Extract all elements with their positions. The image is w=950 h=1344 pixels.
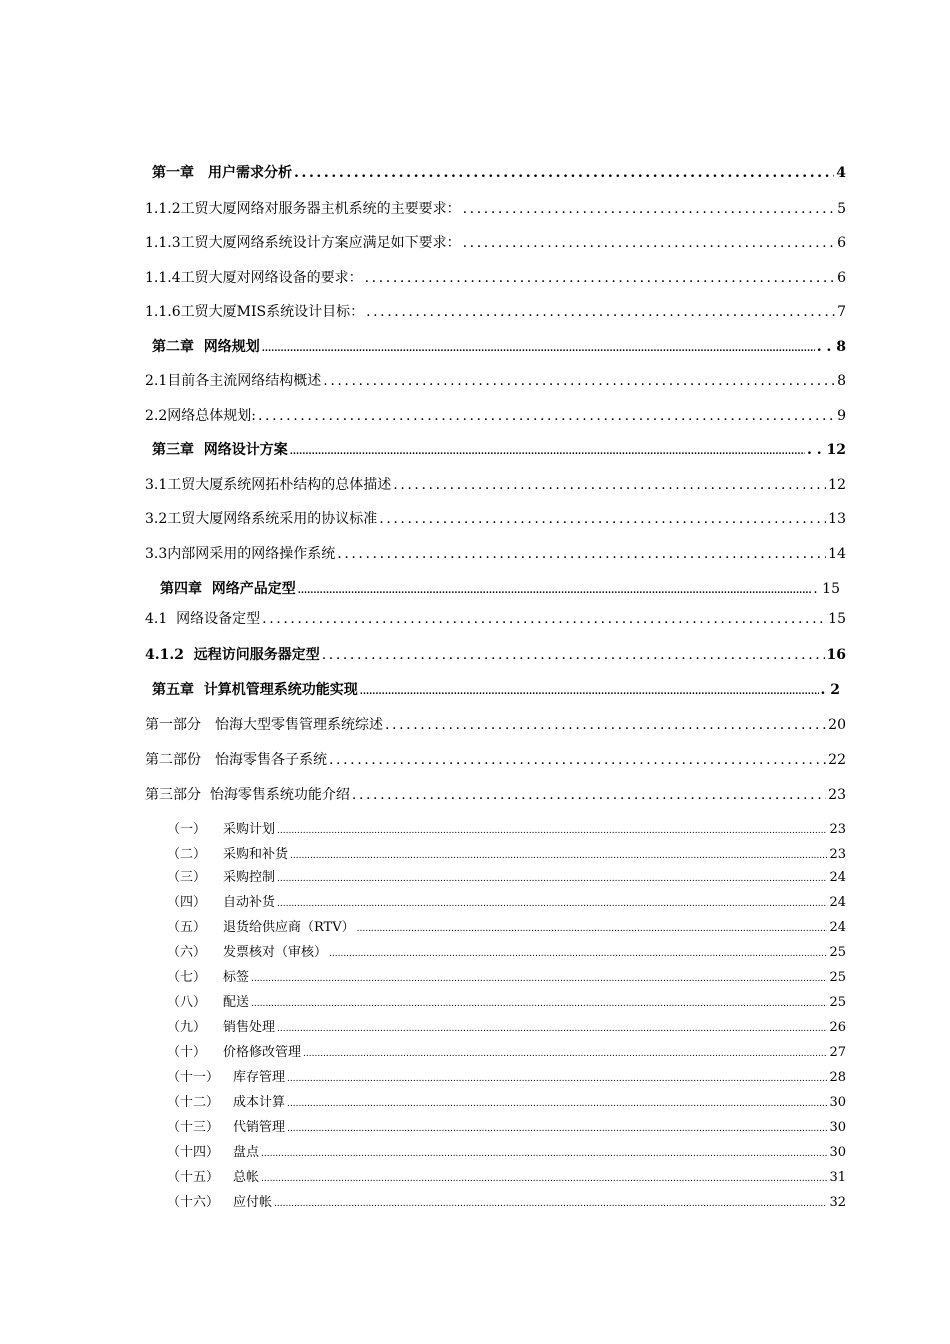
toc-entry-1-1-2[interactable] <box>145 198 846 218</box>
toc-sub-page: 24 <box>829 870 846 885</box>
toc-sub-num: （十三） <box>167 1120 220 1135</box>
toc-sub-label: 配送 <box>223 995 250 1010</box>
toc-sub-num: （七） <box>167 970 207 985</box>
toc-leader <box>262 611 826 627</box>
toc-sub-entry-1[interactable] <box>167 818 846 837</box>
toc-entry-page: 22 <box>828 752 846 768</box>
toc-leader <box>287 1124 827 1134</box>
toc-sub-entry-16[interactable] <box>167 1191 846 1210</box>
toc-entry-page: . 15 <box>813 581 840 597</box>
toc-sub-page: 26 <box>829 1020 846 1035</box>
toc-entry-3-2[interactable] <box>145 508 846 528</box>
toc-entry-page: 5 <box>837 201 846 217</box>
toc-sub-entry-3[interactable] <box>167 866 846 885</box>
toc-entry-page: . . 8 <box>816 339 846 355</box>
toc-entry-page: 15 <box>828 611 846 627</box>
toc-sub-num: （三） <box>167 870 207 885</box>
toc-sub-label: 应付帐 <box>233 1195 273 1210</box>
toc-sub-page: 24 <box>829 920 846 935</box>
toc-sub-entry-12[interactable] <box>167 1091 846 1110</box>
toc-leader <box>287 1099 827 1109</box>
toc-entry-part-1[interactable] <box>145 714 846 734</box>
toc-sub-entry-14[interactable] <box>167 1141 846 1160</box>
toc-entry-1-1-4[interactable] <box>145 267 846 287</box>
toc-entry-page: 13 <box>828 511 846 527</box>
toc-entry-label: 第三部分 怡海零售系统功能介绍 <box>145 787 350 803</box>
toc-leader <box>379 511 826 527</box>
toc-entry-label: 1.1.6工贸大厦MIS系统设计目标： <box>145 304 365 320</box>
toc-sub-page: 23 <box>829 822 846 837</box>
toc-sub-entry-10[interactable] <box>167 1041 846 1060</box>
toc-entry-3-1[interactable] <box>145 474 846 494</box>
toc-sub-label: 盘点 <box>233 1145 260 1160</box>
toc-sub-entry-15[interactable] <box>167 1166 846 1185</box>
toc-leader <box>365 270 835 286</box>
toc-entry-label: 4.1 网络设备定型 <box>145 611 261 627</box>
toc-leader <box>357 924 828 934</box>
toc-leader <box>298 586 812 596</box>
toc-leader <box>463 201 835 217</box>
toc-sub-page: 24 <box>829 895 846 910</box>
toc-leader <box>277 899 827 909</box>
toc-sub-entry-5[interactable] <box>167 916 846 935</box>
toc-sub-entry-13[interactable] <box>167 1116 846 1135</box>
toc-sub-num: （二） <box>167 847 207 862</box>
toc-sub-num: （八） <box>167 995 207 1010</box>
toc-entry-page: 9 <box>837 408 846 424</box>
toc-leader <box>251 999 827 1009</box>
toc-leader <box>261 1149 827 1159</box>
toc-entry-label: 4.1.2 远程访问服务器定型 <box>145 647 320 663</box>
toc-sub-num: （十二） <box>167 1095 220 1110</box>
toc-entry-4-1[interactable] <box>145 608 846 628</box>
toc-sub-num: （六） <box>167 945 207 960</box>
toc-entry-part-2[interactable] <box>145 749 846 769</box>
toc-entry-label: 3.2工贸大厦网络系统采用的协议标准 <box>145 511 378 527</box>
toc-sub-label: 价格修改管理 <box>223 1045 302 1060</box>
toc-leader <box>322 647 825 663</box>
toc-leader <box>290 447 805 457</box>
toc-entry-label: 1.1.4工贸大厦对网络设备的要求： <box>145 270 363 286</box>
toc-sub-label: 成本计算 <box>233 1095 286 1110</box>
toc-sub-page: 23 <box>829 847 846 862</box>
toc-sub-entry-6[interactable] <box>167 941 846 960</box>
toc-leader <box>294 165 834 181</box>
toc-leader <box>329 752 826 768</box>
toc-leader <box>287 1074 827 1084</box>
toc-entry-label: 3.1工贸大厦系统网拓朴结构的总体描述 <box>145 477 392 493</box>
toc-sub-entry-2[interactable] <box>167 843 846 862</box>
toc-entry-page: 8 <box>837 373 846 389</box>
toc-leader <box>303 1049 827 1059</box>
toc-entry-page: 16 <box>826 647 846 663</box>
toc-leader <box>463 235 835 251</box>
toc-entry-chapter-2[interactable] <box>152 336 846 356</box>
toc-sub-page: 25 <box>829 995 846 1010</box>
toc-entry-chapter-1[interactable] <box>152 162 846 182</box>
toc-leader <box>290 851 827 861</box>
toc-entry-part-3[interactable] <box>145 784 846 804</box>
toc-leader <box>360 687 819 697</box>
toc-sub-page: 27 <box>829 1045 846 1060</box>
toc-entry-page: 6 <box>837 235 846 251</box>
toc-entry-label: 第二部份 怡海零售各子系统 <box>145 752 327 768</box>
toc-sub-num: （十六） <box>167 1195 220 1210</box>
toc-entry-page: 20 <box>828 717 846 733</box>
toc-leader <box>337 546 826 562</box>
toc-leader <box>274 1199 827 1209</box>
toc-sub-num: （五） <box>167 920 207 935</box>
toc-leader <box>385 717 826 733</box>
toc-sub-label: 发票核对（审核） <box>223 945 328 960</box>
toc-sub-page: 25 <box>829 970 846 985</box>
toc-sub-label: 总帐 <box>233 1170 260 1185</box>
toc-sub-entry-11[interactable] <box>167 1066 846 1085</box>
toc-entry-label: 1.1.2工贸大厦网络对服务器主机系统的主要要求： <box>145 201 461 217</box>
toc-leader <box>352 787 826 803</box>
toc-entry-chapter-4[interactable] <box>160 578 840 598</box>
toc-sub-num: （十） <box>167 1045 207 1060</box>
toc-entry-2-1[interactable] <box>145 370 846 390</box>
toc-entry-label: 第二章 网络规划 <box>152 339 260 355</box>
toc-sub-label: 退货给供应商（RTV） <box>223 920 355 935</box>
toc-leader <box>277 1024 827 1034</box>
toc-entry-label: 2.2网络总体规划: <box>145 408 256 424</box>
toc-entry-page: . . 12 <box>807 442 846 458</box>
toc-sub-num: （九） <box>167 1020 207 1035</box>
toc-sub-page: 25 <box>829 945 846 960</box>
toc-sub-entry-7[interactable] <box>167 966 846 985</box>
toc-sub-entry-8[interactable] <box>167 991 846 1010</box>
toc-entry-3-3[interactable] <box>145 543 846 563</box>
toc-entry-label: 1.1.3工贸大厦网络系统设计方案应满足如下要求： <box>145 235 461 251</box>
toc-entry-label: 3.3内部网采用的网络操作系统 <box>145 546 336 562</box>
toc-leader <box>366 304 835 320</box>
toc-entry-page: . 2 <box>820 682 840 698</box>
toc-sub-label: 采购和补货 <box>223 847 289 862</box>
toc-entry-1-1-6[interactable] <box>145 301 846 321</box>
toc-leader <box>262 344 815 354</box>
toc-sub-num: （十五） <box>167 1170 220 1185</box>
toc-entry-label: 第一部分 怡海大型零售管理系统综述 <box>145 717 383 733</box>
toc-entry-page: 14 <box>828 546 846 562</box>
toc-sub-page: 32 <box>829 1195 846 1210</box>
toc-leader <box>258 408 835 424</box>
toc-sub-label: 销售处理 <box>223 1020 276 1035</box>
toc-leader <box>323 373 835 389</box>
toc-entry-page: 23 <box>828 787 846 803</box>
toc-sub-page: 30 <box>829 1145 846 1160</box>
toc-entry-label: 第三章 网络设计方案 <box>152 442 288 458</box>
toc-leader <box>277 874 827 884</box>
toc-entry-page: 6 <box>837 270 846 286</box>
toc-entry-chapter-5[interactable] <box>152 679 840 699</box>
toc-entry-page: 7 <box>837 304 846 320</box>
toc-entry-label: 2.1目前各主流网络结构概述 <box>145 373 322 389</box>
toc-sub-label: 自动补货 <box>223 895 276 910</box>
toc-entry-1-1-3[interactable] <box>145 232 846 252</box>
toc-sub-page: 30 <box>829 1120 846 1135</box>
toc-entry-page: 12 <box>828 477 846 493</box>
toc-leader <box>393 477 826 493</box>
toc-leader <box>261 1174 827 1184</box>
toc-sub-page: 30 <box>829 1095 846 1110</box>
toc-sub-num: （十一） <box>167 1070 220 1085</box>
toc-entry-chapter-3[interactable] <box>152 439 846 459</box>
toc-entry-label: 第五章 计算机管理系统功能实现 <box>152 682 358 698</box>
toc-sub-label: 标签 <box>223 970 250 985</box>
toc-sub-num: （一） <box>167 822 207 837</box>
toc-leader <box>329 949 827 959</box>
toc-sub-label: 库存管理 <box>233 1070 286 1085</box>
toc-entry-page: 4 <box>836 165 846 181</box>
toc-sub-entry-9[interactable] <box>167 1016 846 1035</box>
toc-entry-label: 第一章 用户需求分析 <box>152 165 292 181</box>
toc-sub-num: （四） <box>167 895 207 910</box>
toc-leader <box>277 826 827 836</box>
toc-sub-page: 28 <box>829 1070 846 1085</box>
toc-leader <box>251 974 827 984</box>
toc-sub-entry-4[interactable] <box>167 891 846 910</box>
toc-entry-2-2[interactable] <box>145 405 846 425</box>
toc-sub-label: 采购计划 <box>223 822 276 837</box>
toc-entry-4-1-2[interactable] <box>145 644 846 664</box>
toc-entry-label: 第四章 网络产品定型 <box>160 581 296 597</box>
toc-sub-label: 代销管理 <box>233 1120 286 1135</box>
toc-sub-label: 采购控制 <box>223 870 276 885</box>
toc-sub-page: 31 <box>829 1170 846 1185</box>
toc-sub-num: （十四） <box>167 1145 220 1160</box>
